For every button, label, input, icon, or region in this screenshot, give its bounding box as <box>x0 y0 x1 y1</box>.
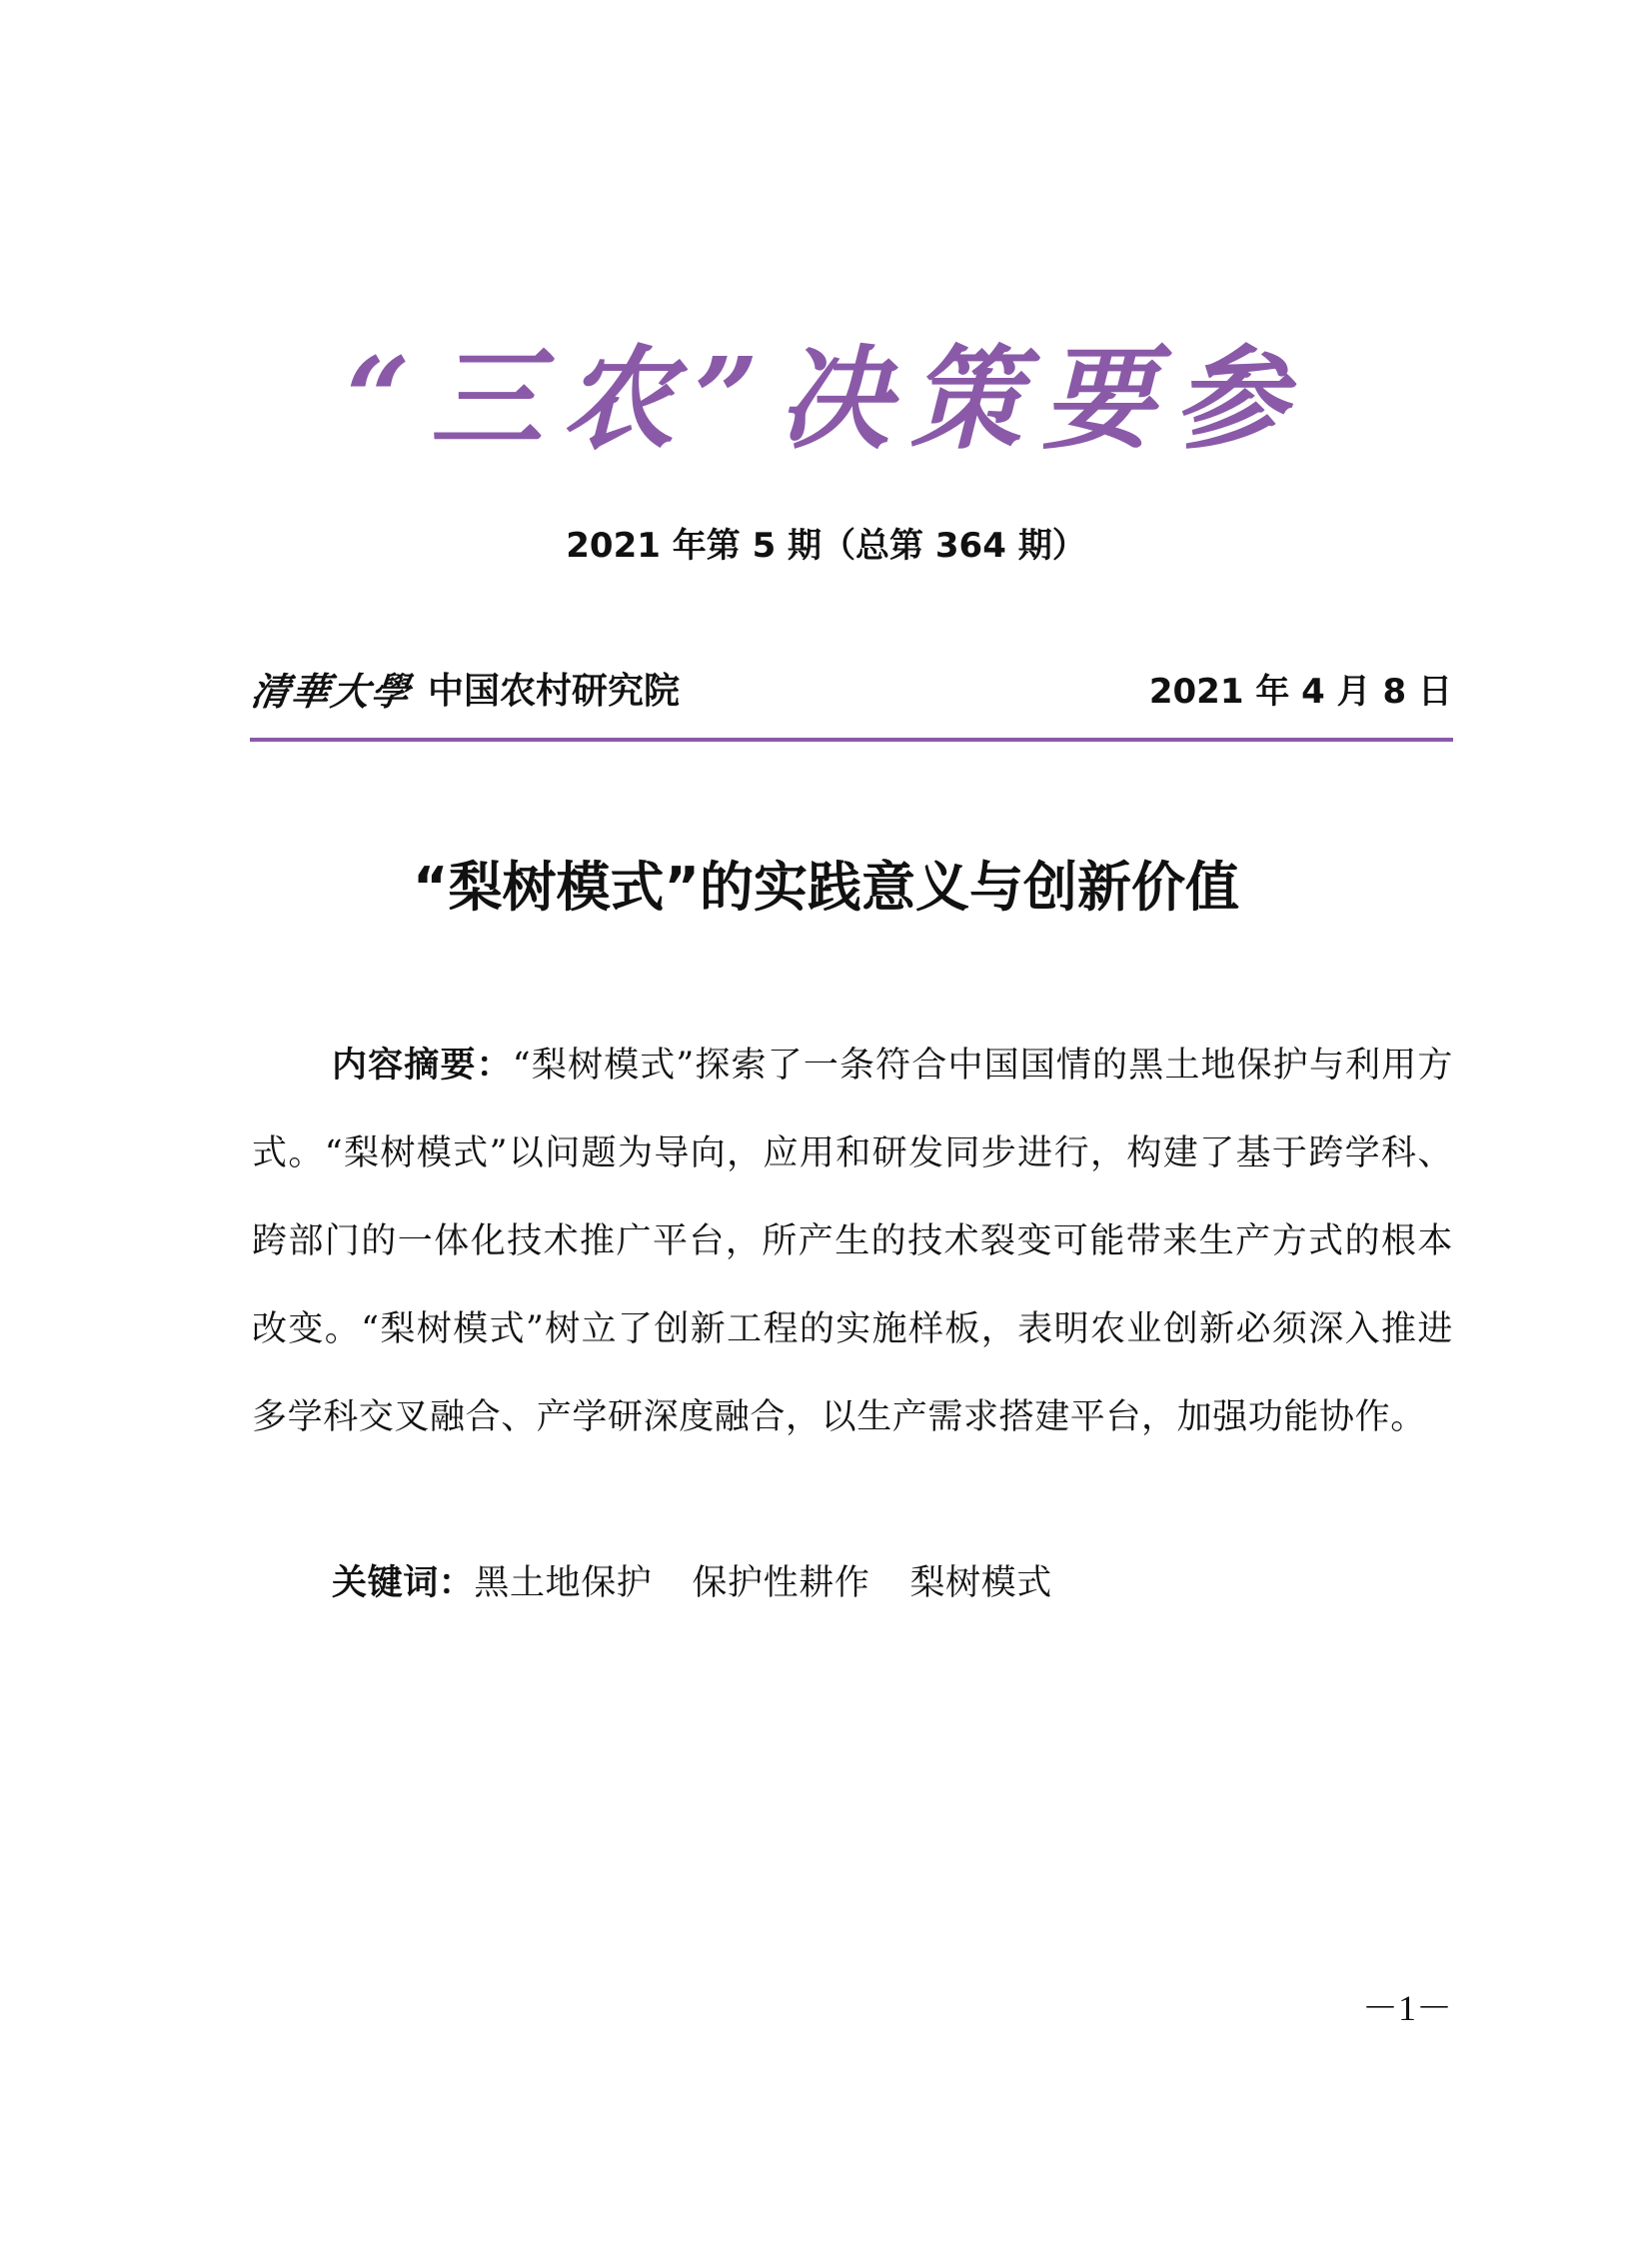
abstract-paragraph <box>252 1022 1453 1461</box>
keywords-label: 关键词： <box>332 1563 475 1603</box>
abstract-label: 内容摘要： <box>332 1046 513 1086</box>
issue-number: 2021 年第 5 期（总第 364 期） <box>566 526 1086 566</box>
publisher-line <box>248 660 681 716</box>
university-logo: 清華大學 <box>248 668 415 714</box>
keywords-line <box>332 1539 1052 1627</box>
abstract-text: “梨树模式”探索了一条符合中国国情的黑土地保护与利用方式。“梨树模式”以问题为导向，应用和研发同步进行，构建了基于跨学科、跨部门的一体化技术推广平台，所产生的技术裂变可能带来生产方式的根本改变。“梨树模式”树立了创新工程的实施样板，表明农业创新必须深入推进多学科交叉融合、产学研深度融合，以生产需求搭建平台，加强功能协作。 <box>252 1046 1453 1437</box>
keyword-item: 黑土地保护 <box>474 1563 653 1603</box>
page-number: －1－ <box>1361 1988 1452 2028</box>
keyword-item: 保护性耕作 <box>692 1563 870 1603</box>
keyword-item: 梨树模式 <box>909 1563 1052 1603</box>
institute-name: 中国农村研究院 <box>428 670 681 712</box>
header-divider <box>250 738 1453 742</box>
masthead-title: “三农”决策要参 <box>346 334 1306 465</box>
article-title: “梨树模式”的实践意义与创新价值 <box>413 856 1239 919</box>
publication-date: 2021 年 4 月 8 日 <box>1148 671 1452 712</box>
